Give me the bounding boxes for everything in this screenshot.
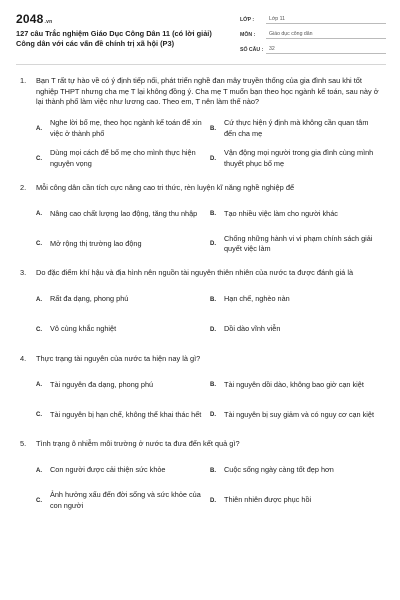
- meta-label: LỚP :: [240, 16, 255, 23]
- option-letter: C.: [36, 412, 42, 418]
- answer-option-a[interactable]: [36, 456, 210, 486]
- option-letter: C.: [36, 497, 42, 504]
- option-text: Thiên nhiên được phục hồi: [224, 495, 312, 505]
- option-letter: A.: [36, 467, 42, 474]
- question-1: [16, 76, 384, 174]
- answer-option-a[interactable]: [36, 370, 210, 400]
- meta-row-count: [240, 42, 386, 57]
- document-title-line-1: 127 câu Trắc nghiệm Giáo Dục Công Dân 11 (có lời giải): [16, 29, 212, 38]
- option-letter: A.: [36, 296, 42, 303]
- question-3: [16, 268, 384, 345]
- option-text: Vận động mọi người trong gia đình cùng mình thuyết phục bố mẹ: [224, 148, 374, 168]
- answer-option-c[interactable]: [36, 229, 210, 259]
- question-stem: [16, 268, 384, 279]
- answer-option-c[interactable]: [36, 144, 210, 174]
- document-meta: [240, 12, 386, 57]
- question-number: 1.: [20, 76, 27, 85]
- option-letter: D.: [210, 241, 216, 247]
- answer-option-b[interactable]: [210, 199, 384, 229]
- option-letter: C.: [36, 155, 42, 162]
- question-text: Mỗi công dân cần tích cực nâng cao tri thức, rèn luyện kĩ năng nghề nghiệp để: [36, 182, 295, 192]
- option-letter: D.: [210, 497, 216, 504]
- option-letter: B.: [210, 296, 216, 303]
- answer-option-d[interactable]: [210, 144, 384, 174]
- answer-option-c[interactable]: [36, 400, 210, 430]
- question-4: [16, 354, 384, 431]
- option-text: Rất đa dạng, phong phú: [50, 294, 129, 304]
- answer-option-c[interactable]: [36, 486, 210, 516]
- option-text: Nghe lời bố mẹ, theo học ngành kế toán để xin việc ở thành phố: [50, 118, 202, 138]
- option-letter: A.: [36, 211, 42, 217]
- option-letter: D.: [210, 326, 216, 333]
- option-text: Tài nguyên bị suy giảm và có nguy cơ cạn kiệt: [224, 409, 374, 419]
- question-text: Thực trạng tài nguyên của nước ta hiện nay là gì?: [36, 353, 201, 363]
- answer-option-b[interactable]: [210, 370, 384, 400]
- option-text: Con người được cải thiện sức khỏe: [50, 465, 166, 475]
- question-text: Bạn T rất tự hào về có ý định tiếp nối, phát triển nghề đan mây truyền thống của gia đình sau khi tốt nghiệp THPT nhưng cha mẹ T lại không đồng ý. Cha mẹ T muốn bạn theo học ngành kế toán, sau này ở lại thành phố làm việc như lương cao. Theo em, T nên làm thế nào?: [36, 76, 379, 106]
- meta-value-count: 32: [266, 45, 386, 54]
- option-letter: C.: [36, 241, 42, 247]
- option-text: Chống những hành vi vi phạm chính sách giải quyết việc làm: [224, 233, 373, 253]
- answer-options: [36, 285, 384, 345]
- answer-option-d[interactable]: [210, 229, 384, 259]
- option-text: Dồi dào vĩnh viễn: [224, 324, 281, 334]
- logo-suffix: .vn: [44, 19, 53, 25]
- answer-options: [36, 456, 384, 516]
- meta-row-subject: [240, 27, 386, 42]
- option-text: Cuộc sống ngày càng tốt đẹp hơn: [224, 465, 334, 475]
- option-text: Nâng cao chất lượng lao động, tăng thu nhập: [50, 208, 198, 218]
- meta-value-class: Lớp 11: [266, 15, 386, 24]
- answer-option-d[interactable]: [210, 315, 384, 345]
- option-text: Tài nguyên đa dạng, phong phú: [50, 379, 154, 389]
- question-number: 4.: [20, 353, 27, 363]
- answer-option-a[interactable]: [36, 285, 210, 315]
- option-text: Tạo nhiều việc làm cho người khác: [224, 208, 338, 218]
- page-header: [16, 12, 386, 67]
- answer-option-d[interactable]: [210, 486, 384, 516]
- answer-options: [36, 199, 384, 259]
- answer-option-b[interactable]: [210, 456, 384, 486]
- option-letter: D.: [210, 155, 216, 162]
- option-text: Hạn chế, nghèo nàn: [224, 294, 290, 304]
- question-list: [16, 76, 384, 525]
- answer-option-c[interactable]: [36, 315, 210, 345]
- site-logo[interactable]: [16, 12, 52, 26]
- question-number: 3.: [20, 268, 27, 277]
- meta-value-subject: Giáo dục công dân: [266, 30, 386, 39]
- option-text: Vô cùng khắc nghiệt: [50, 324, 117, 334]
- answer-option-d[interactable]: [210, 400, 384, 430]
- option-text: Ảnh hưởng xấu đến đời sống và sức khỏe của con người: [50, 490, 201, 510]
- answer-option-a[interactable]: [36, 199, 210, 229]
- option-letter: D.: [210, 412, 216, 418]
- question-text: Tình trạng ô nhiễm môi trường ở nước ta đưa đến kết quả gì?: [36, 439, 240, 448]
- option-letter: A.: [36, 382, 42, 388]
- logo-text: 2048: [16, 12, 44, 26]
- meta-label: MÔN :: [240, 31, 256, 38]
- option-letter: B.: [210, 382, 216, 388]
- option-letter: C.: [36, 326, 42, 333]
- meta-row-class: [240, 12, 386, 27]
- option-letter: A.: [36, 125, 42, 132]
- question-stem: [16, 354, 384, 365]
- document-title: [16, 29, 236, 49]
- document-title-line-2: Công dân với các vấn đề chính trị xã hội (P3): [16, 39, 175, 48]
- option-text: Mở rộng thị trường lao động: [50, 238, 142, 248]
- question-number: 2.: [20, 182, 27, 192]
- question-stem: [16, 76, 384, 108]
- option-letter: B.: [210, 211, 216, 217]
- option-text: Dùng mọi cách để bố mẹ cho mình thực hiện nguyện vọng: [50, 148, 196, 168]
- question-text: Do đặc điểm khí hậu và địa hình nên nguồn tài nguyên thiên nhiên của nước ta được đánh giá là: [36, 268, 354, 277]
- answer-option-b[interactable]: [210, 114, 384, 144]
- answer-options: [36, 114, 384, 174]
- question-stem: [16, 439, 384, 450]
- answer-option-b[interactable]: [210, 285, 384, 315]
- question-2: [16, 183, 384, 260]
- meta-label: SỐ CÂU :: [240, 46, 264, 53]
- question-5: [16, 439, 384, 516]
- option-letter: B.: [210, 467, 216, 474]
- question-stem: [16, 183, 384, 194]
- answer-options: [36, 370, 384, 430]
- option-text: Cứ thực hiện ý định mà không cần quan tâm đến cha mẹ: [224, 118, 369, 138]
- option-text: Tài nguyên bị hạn chế, không thể khai thác hết: [50, 409, 202, 419]
- option-letter: B.: [210, 125, 216, 132]
- answer-option-a[interactable]: [36, 114, 210, 144]
- option-text: Tài nguyên dồi dào, không bao giờ cạn kiệt: [224, 379, 364, 389]
- question-number: 5.: [20, 439, 27, 448]
- header-divider: [16, 64, 386, 65]
